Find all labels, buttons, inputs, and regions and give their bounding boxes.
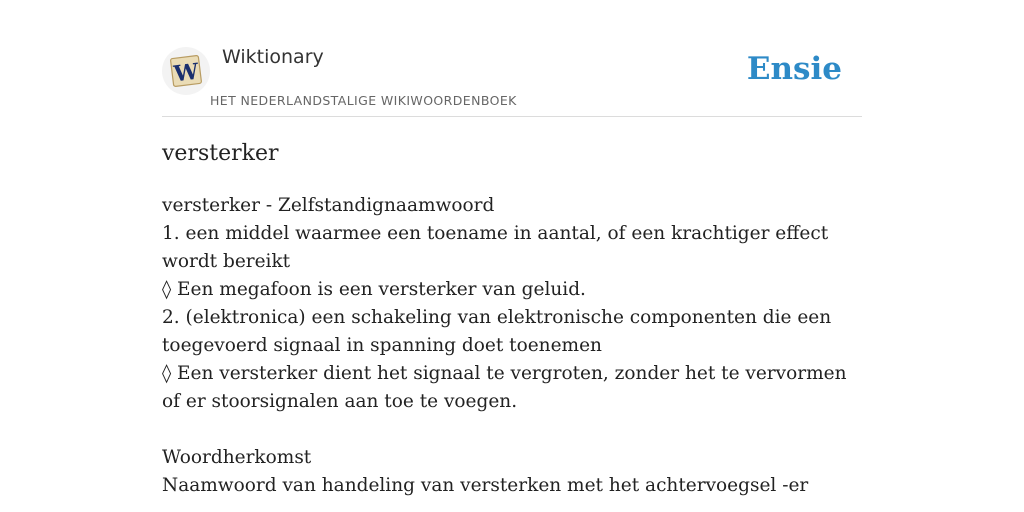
- sense-definition: 1. een middel waarmee een toename in aantal, of een krachtiger effect wordt bereikt: [162, 223, 829, 272]
- site-header: [162, 0, 862, 117]
- sense-example: ◊ Een versterker dient het signaal te vergroten, zonder het te vervormen of er stoorsignalen aan toe te voegen.: [162, 363, 847, 412]
- etymology-text: Naamwoord van handeling van versterken met het achtervoegsel -er: [162, 475, 809, 496]
- wiktionary-logo-icon[interactable]: [162, 47, 210, 95]
- logo-letter: W: [172, 58, 201, 88]
- section-spacer: [162, 416, 862, 444]
- entry-content: [162, 192, 862, 500]
- entry-heading: versterker - Zelfstandignaamwoord: [162, 195, 495, 216]
- logo-tile: [166, 51, 206, 91]
- sense-example: ◊ Een megafoon is een versterker van geluid.: [162, 279, 586, 300]
- etymology-heading: Woordherkomst: [162, 447, 312, 468]
- ensie-brand-link[interactable]: Ensie: [746, 51, 842, 87]
- page-container: [162, 0, 862, 496]
- sense-definition: 2. (elektronica) een schakeling van elektronische componenten die een toegevoerd signaal in spanning doet toenemen: [162, 307, 832, 356]
- page-title: versterker: [162, 141, 279, 166]
- site-name[interactable]: Wiktionary: [222, 46, 324, 68]
- site-tagline: HET NEDERLANDSTALIGE WIKIWOORDENBOEK: [210, 93, 517, 108]
